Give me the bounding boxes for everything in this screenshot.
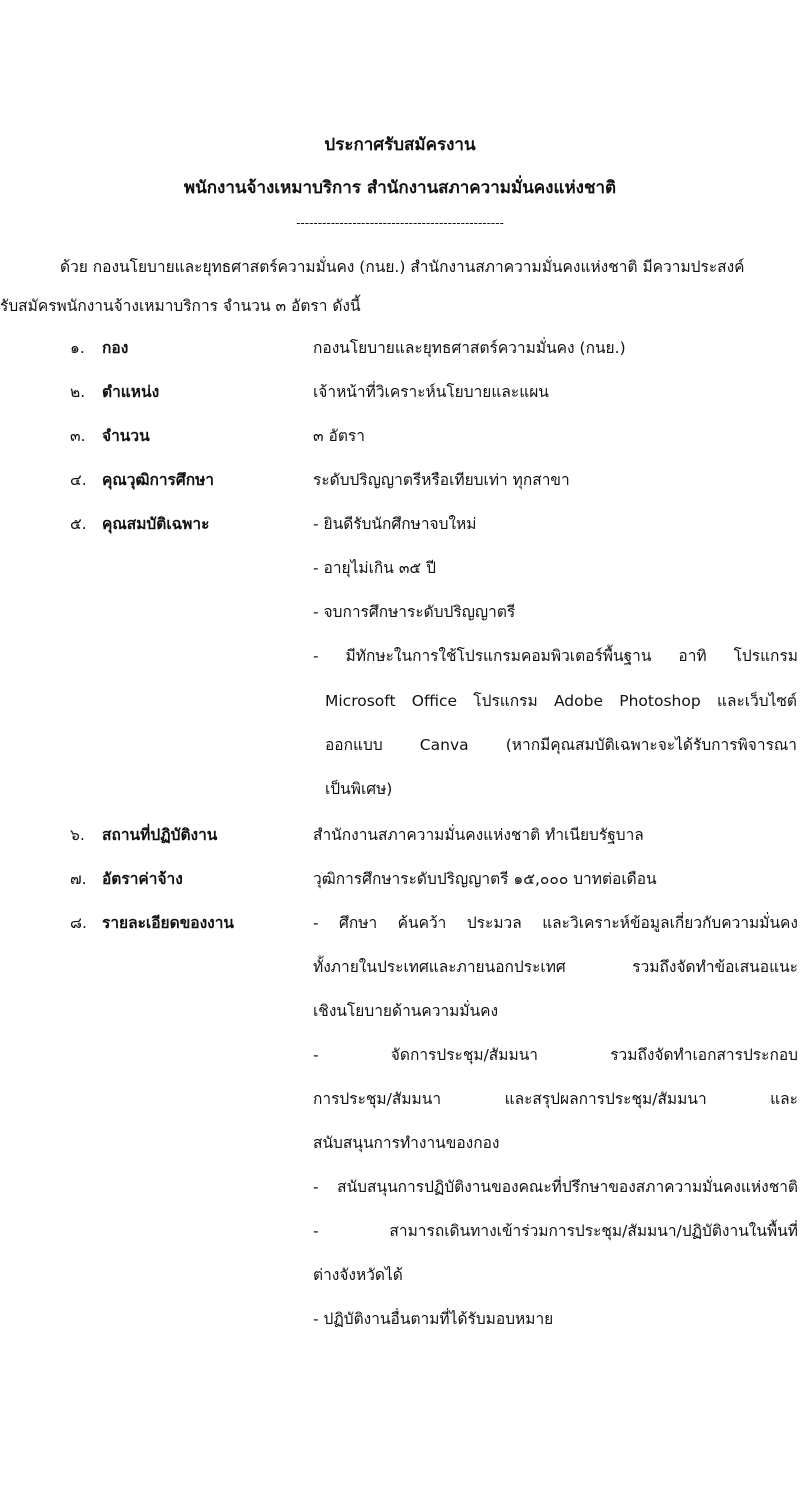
page-title: ประกาศรับสมัครงาน [324, 135, 476, 155]
qualification-line: - มีทักษะในการใช้โปรแกรมคอมพิวเตอร์พื้นฐาน อาทิ โปรแกรม [313, 647, 798, 665]
item-value-salary: วุฒิการศึกษาระดับปริญญาตรี ๑๕,๐๐๐ บาทต่อเดือน [313, 870, 657, 888]
job-detail-line: การประชุม/สัมมนา และสรุปผลการประชุม/สัมมนา และ [313, 1090, 798, 1108]
item-number: ๓. [70, 427, 86, 445]
item-number: ๔. [70, 471, 87, 489]
qualification-line: - ยินดีรับนักศึกษาจบใหม่ [313, 515, 477, 533]
item-label-division: กอง [102, 339, 129, 357]
item-value-education: ระดับปริญญาตรีหรือเทียบเท่า ทุกสาขา [313, 471, 570, 489]
item-label-education: คุณวุฒิการศึกษา [102, 471, 215, 489]
job-detail-line: เชิงนโยบายด้านความมั่นคง [313, 1002, 499, 1020]
qualification-line: เป็นพิเศษ) [325, 780, 393, 798]
item-label-position: ตำแหน่ง [102, 383, 160, 401]
qualification-line: Microsoft Office โปรแกรม Adobe Photoshop และเว็บไซต์ [325, 692, 797, 710]
qualification-line: - อายุไม่เกิน ๓๕ ปี [313, 559, 436, 577]
job-detail-line: ต่างจังหวัดได้ [313, 1266, 403, 1284]
job-detail-line: - จัดการประชุม/สัมมนา รวมถึงจัดทำเอกสารประกอบ [313, 1046, 798, 1064]
item-number: ๖. [70, 826, 85, 844]
item-label-qualifications: คุณสมบัติเฉพาะ [102, 515, 210, 533]
item-number: ๑. [70, 339, 85, 357]
item-label-workplace: สถานที่ปฏิบัติงาน [102, 826, 218, 844]
item-value-quantity: ๓ อัตรา [313, 427, 365, 445]
item-number: ๘. [70, 914, 87, 932]
page-subtitle: พนักงานจ้างเหมาบริการ สำนักงานสภาความมั่นคงแห่งชาติ [183, 178, 617, 198]
intro-line-2: รับสมัครพนักงานจ้างเหมาบริการ จำนวน ๓ อัตรา ดังนี้ [0, 297, 361, 315]
title-divider: ------------------------------------------------ [296, 216, 504, 230]
job-detail-line: ทั้งภายในประเทศและภายนอกประเทศ รวมถึงจัดทำข้อเสนอแนะ [313, 958, 798, 976]
qualification-line: - จบการศึกษาระดับปริญญาตรี [313, 603, 516, 621]
item-value-position: เจ้าหน้าที่วิเคราะห์นโยบายและแผน [313, 383, 549, 401]
item-number: ๗. [70, 870, 87, 888]
job-detail-line: - สามารถเดินทางเข้าร่วมการประชุม/สัมมนา/ปฏิบัติงานในพื้นที่ [313, 1222, 798, 1240]
job-detail-line: - ปฏิบัติงานอื่นตามที่ได้รับมอบหมาย [313, 1310, 554, 1328]
qualification-line: ออกแบบ Canva (หากมีคุณสมบัติเฉพาะจะได้รับการพิจารณา [325, 736, 797, 754]
item-label-salary: อัตราค่าจ้าง [102, 870, 183, 888]
job-detail-line: สนับสนุนการทำงานของกอง [313, 1134, 500, 1152]
item-label-job-details: รายละเอียดของงาน [102, 914, 235, 932]
item-value-division: กองนโยบายและยุทธศาสตร์ความมั่นคง (กนย.) [313, 339, 626, 357]
item-value-workplace: สำนักงานสภาความมั่นคงแห่งชาติ ทำเนียบรัฐบาล [313, 826, 644, 844]
item-label-quantity: จำนวน [102, 427, 150, 445]
job-detail-line: - สนับสนุนการปฏิบัติงานของคณะที่ปรึกษาของสภาความมั่นคงแห่งชาติ [313, 1178, 798, 1196]
job-detail-line: - ศึกษา ค้นคว้า ประมวล และวิเคราะห์ข้อมูลเกี่ยวกับความมั่นคง [313, 914, 798, 932]
item-number: ๕. [70, 515, 87, 533]
intro-line-1: ด้วย กองนโยบายและยุทธศาสตร์ความมั่นคง (กนย.) สำนักงานสภาความมั่นคงแห่งชาติ มีความประสงค์ [60, 258, 745, 276]
item-number: ๒. [70, 383, 86, 401]
